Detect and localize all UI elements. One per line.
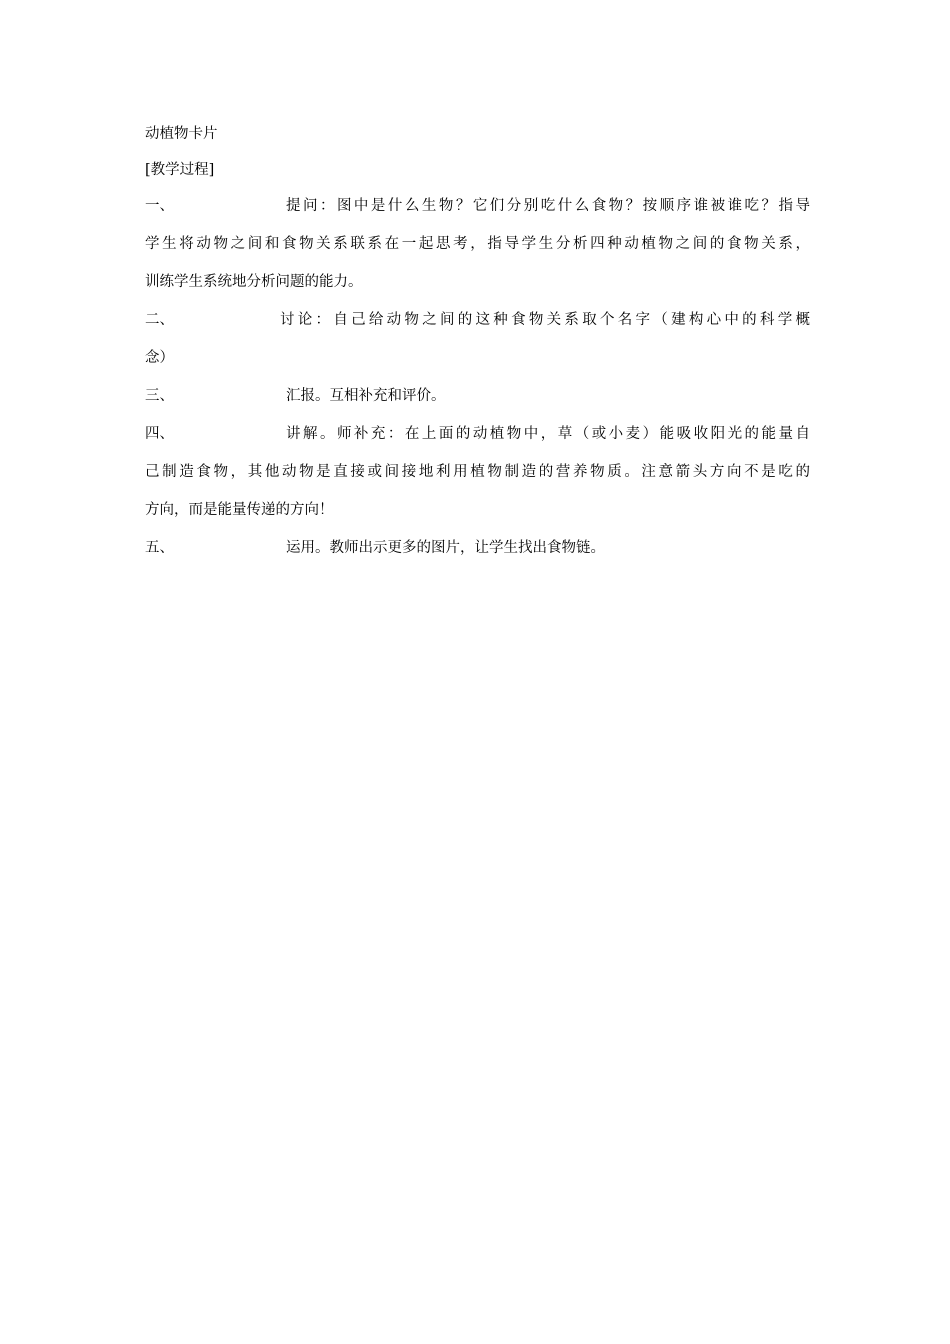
item-number: 一、	[145, 198, 174, 214]
item-number: 四、	[145, 426, 174, 442]
item-text-line: 念）	[145, 350, 174, 366]
item-text-line: 学生将动物之间和食物关系联系在一起思考，指导学生分析四种动植物之间的食物关系，	[145, 236, 810, 252]
document-page	[145, 124, 810, 576]
list-item	[145, 386, 810, 406]
list-item	[145, 538, 810, 558]
item-text-line: 训练学生系统地分析问题的能力。	[145, 274, 363, 290]
item-number: 五、	[145, 540, 174, 556]
item-text-line: 运用。教师出示更多的图片，让学生找出食物链。	[286, 540, 605, 556]
item-text-line: 讲解。师补充：在上面的动植物中，草（或小麦）能吸收阳光的能量自	[286, 426, 810, 442]
list-item	[145, 196, 810, 292]
section-label: [教学过程]	[145, 162, 215, 178]
item-number: 二、	[145, 312, 174, 328]
item-text-line: 己制造食物，其他动物是直接或间接地利用植物制造的营养物质。注意箭头方向不是吃的	[145, 464, 810, 480]
list-item	[145, 424, 810, 520]
item-number: 三、	[145, 388, 174, 404]
item-text-line: 方向，而是能量传递的方向！	[145, 502, 334, 518]
document-title: 动植物卡片	[145, 126, 218, 142]
item-text-line: 汇报。互相补充和评价。	[286, 388, 446, 404]
item-text-line: 提问：图中是什么生物？它们分别吃什么食物？按顺序谁被谁吃？指导	[286, 198, 810, 214]
item-text-line: 讨论：自己给动物之间的这种食物关系取个名字（建构心中的科学概	[280, 312, 810, 328]
list-item	[145, 310, 810, 368]
